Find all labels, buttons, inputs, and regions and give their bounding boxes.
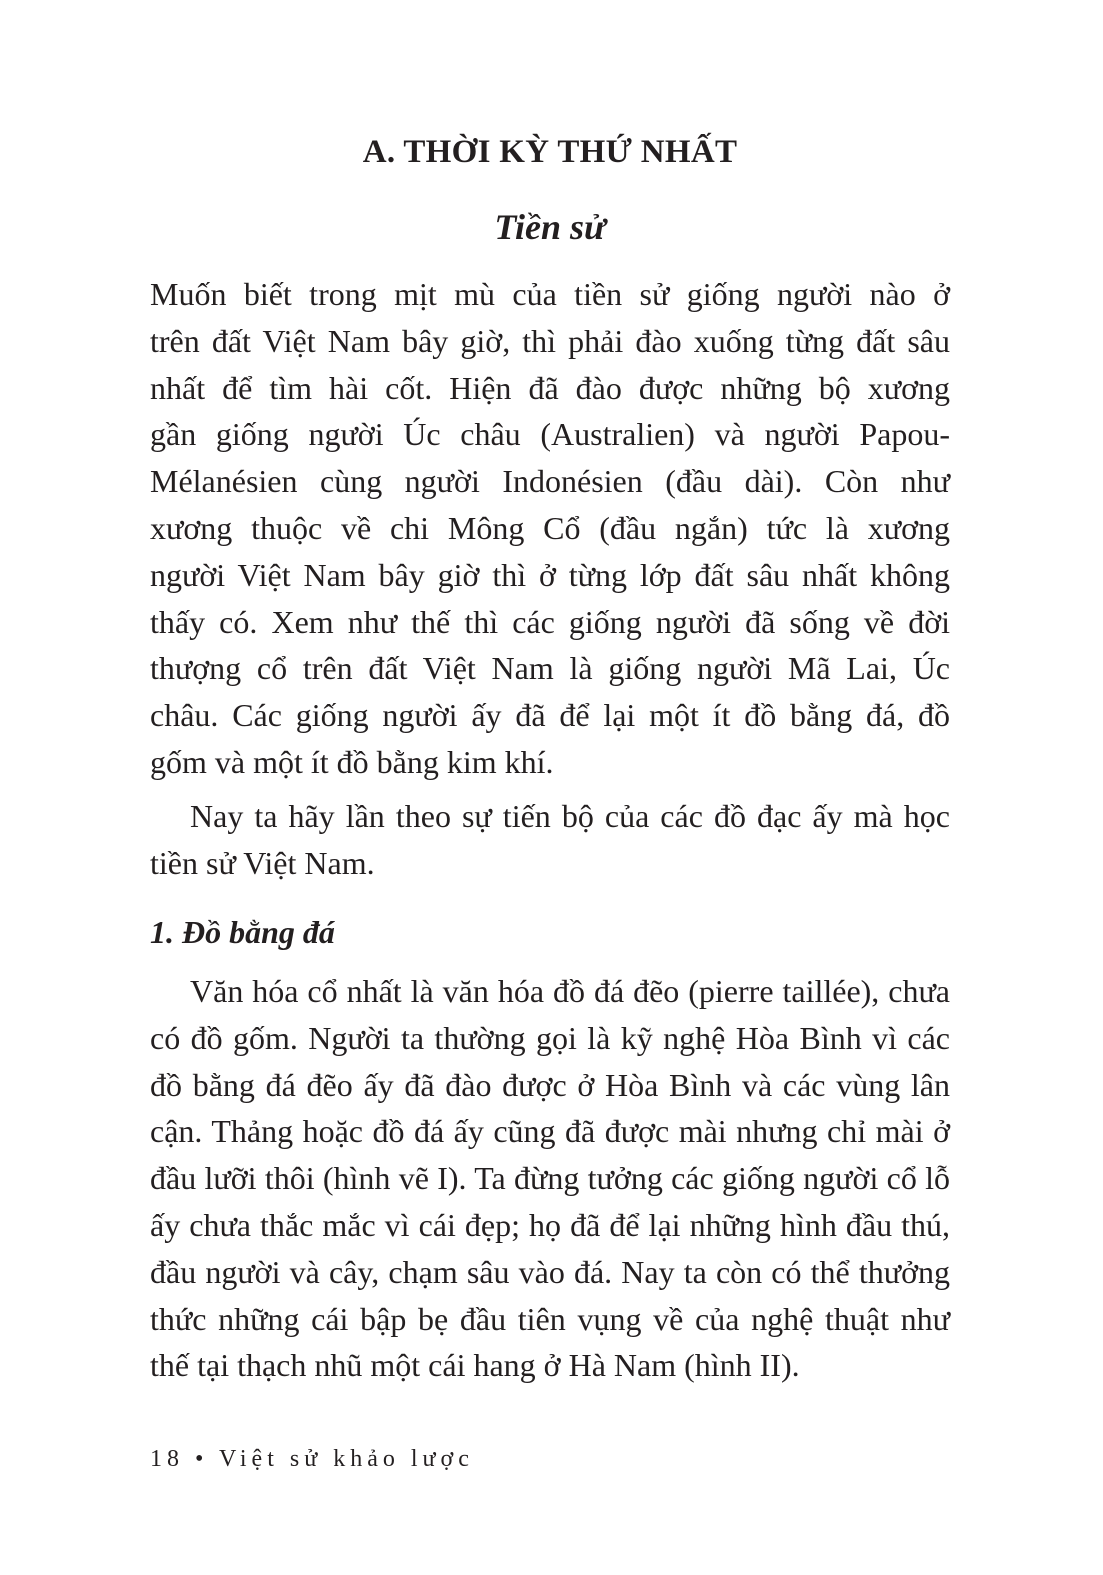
text-line: người Việt Nam bây giờ thì ở từng lớp đất sâu nhất không — [150, 556, 950, 593]
text-line: thấy có. Xem như thế thì các giống người đã sống về đời — [150, 603, 950, 640]
text-line: Muốn biết trong mịt mù của tiền sử giống người nào ở — [150, 276, 950, 312]
paragraph-prehistory-intro — [150, 271, 950, 786]
page-footer — [150, 1446, 474, 1473]
text-line: ấy chưa thắc mắc vì cái đẹp; họ đã để lại những hình đầu thú, — [150, 1206, 950, 1243]
chapter-title: A. THỜI KỲ THỨ NHẤT — [362, 134, 738, 170]
chapter-subtitle: Tiền sử — [494, 207, 606, 247]
book-page — [150, 0, 950, 1575]
text-line: đồ bằng đá đẽo ấy đã đào được ở Hòa Bình và các vùng lân — [150, 1066, 950, 1103]
text-line: Nay ta hãy lần theo sự tiến bộ của các đồ đạc ấy mà học — [190, 798, 950, 834]
text-line: có đồ gốm. Người ta thường gọi là kỹ nghệ Hòa Bình vì các — [150, 1019, 950, 1056]
text-line: Mélanésien cùng người Indonésien (đầu dài). Còn như — [150, 463, 950, 500]
text-line: gốm và một ít đồ bằng kim khí. — [150, 743, 554, 780]
section-heading: 1. Đồ bằng đá — [150, 914, 335, 950]
text-line: đầu lưỡi thôi (hình vẽ I). Ta đừng tưởng các giống người cổ lỗ — [150, 1160, 950, 1197]
paragraph-stone-tools — [150, 968, 950, 1389]
text-line: thế tại thạch nhũ một cái hang ở Hà Nam (hình II). — [150, 1347, 800, 1384]
text-line: đầu người và cây, chạm sâu vào đá. Nay ta còn có thể thưởng — [150, 1253, 950, 1290]
text-line: thượng cổ trên đất Việt Nam là giống người Mã Lai, Úc — [150, 650, 950, 687]
page-number: 18 — [150, 1446, 184, 1472]
text-line: Văn hóa cổ nhất là văn hóa đồ đá đẽo (pierre taillée), chưa — [190, 973, 950, 1009]
book-title: Việt sử khảo lược — [218, 1446, 474, 1472]
text-line: cận. Thảng hoặc đồ đá ấy cũng đã được mài nhưng chỉ mài ở — [150, 1113, 950, 1150]
text-line: tiền sử Việt Nam. — [150, 844, 375, 881]
text-line: nhất để tìm hài cốt. Hiện đã đào được những bộ xương — [150, 369, 950, 406]
text-line: xương thuộc về chi Mông Cổ (đầu ngắn) tức là xương — [150, 509, 950, 546]
footer-separator: • — [195, 1446, 209, 1472]
text-line: trên đất Việt Nam bây giờ, thì phải đào xuống từng đất sâu — [150, 322, 950, 359]
text-line: châu. Các giống người ấy đã để lại một ít đồ bằng đá, đồ — [150, 697, 950, 734]
paragraph-transition — [150, 793, 950, 887]
text-line: thức những cái bập bẹ đầu tiên vụng về của nghệ thuật như — [150, 1300, 950, 1337]
text-line: gần giống người Úc châu (Australien) và người Papou- — [150, 416, 950, 453]
